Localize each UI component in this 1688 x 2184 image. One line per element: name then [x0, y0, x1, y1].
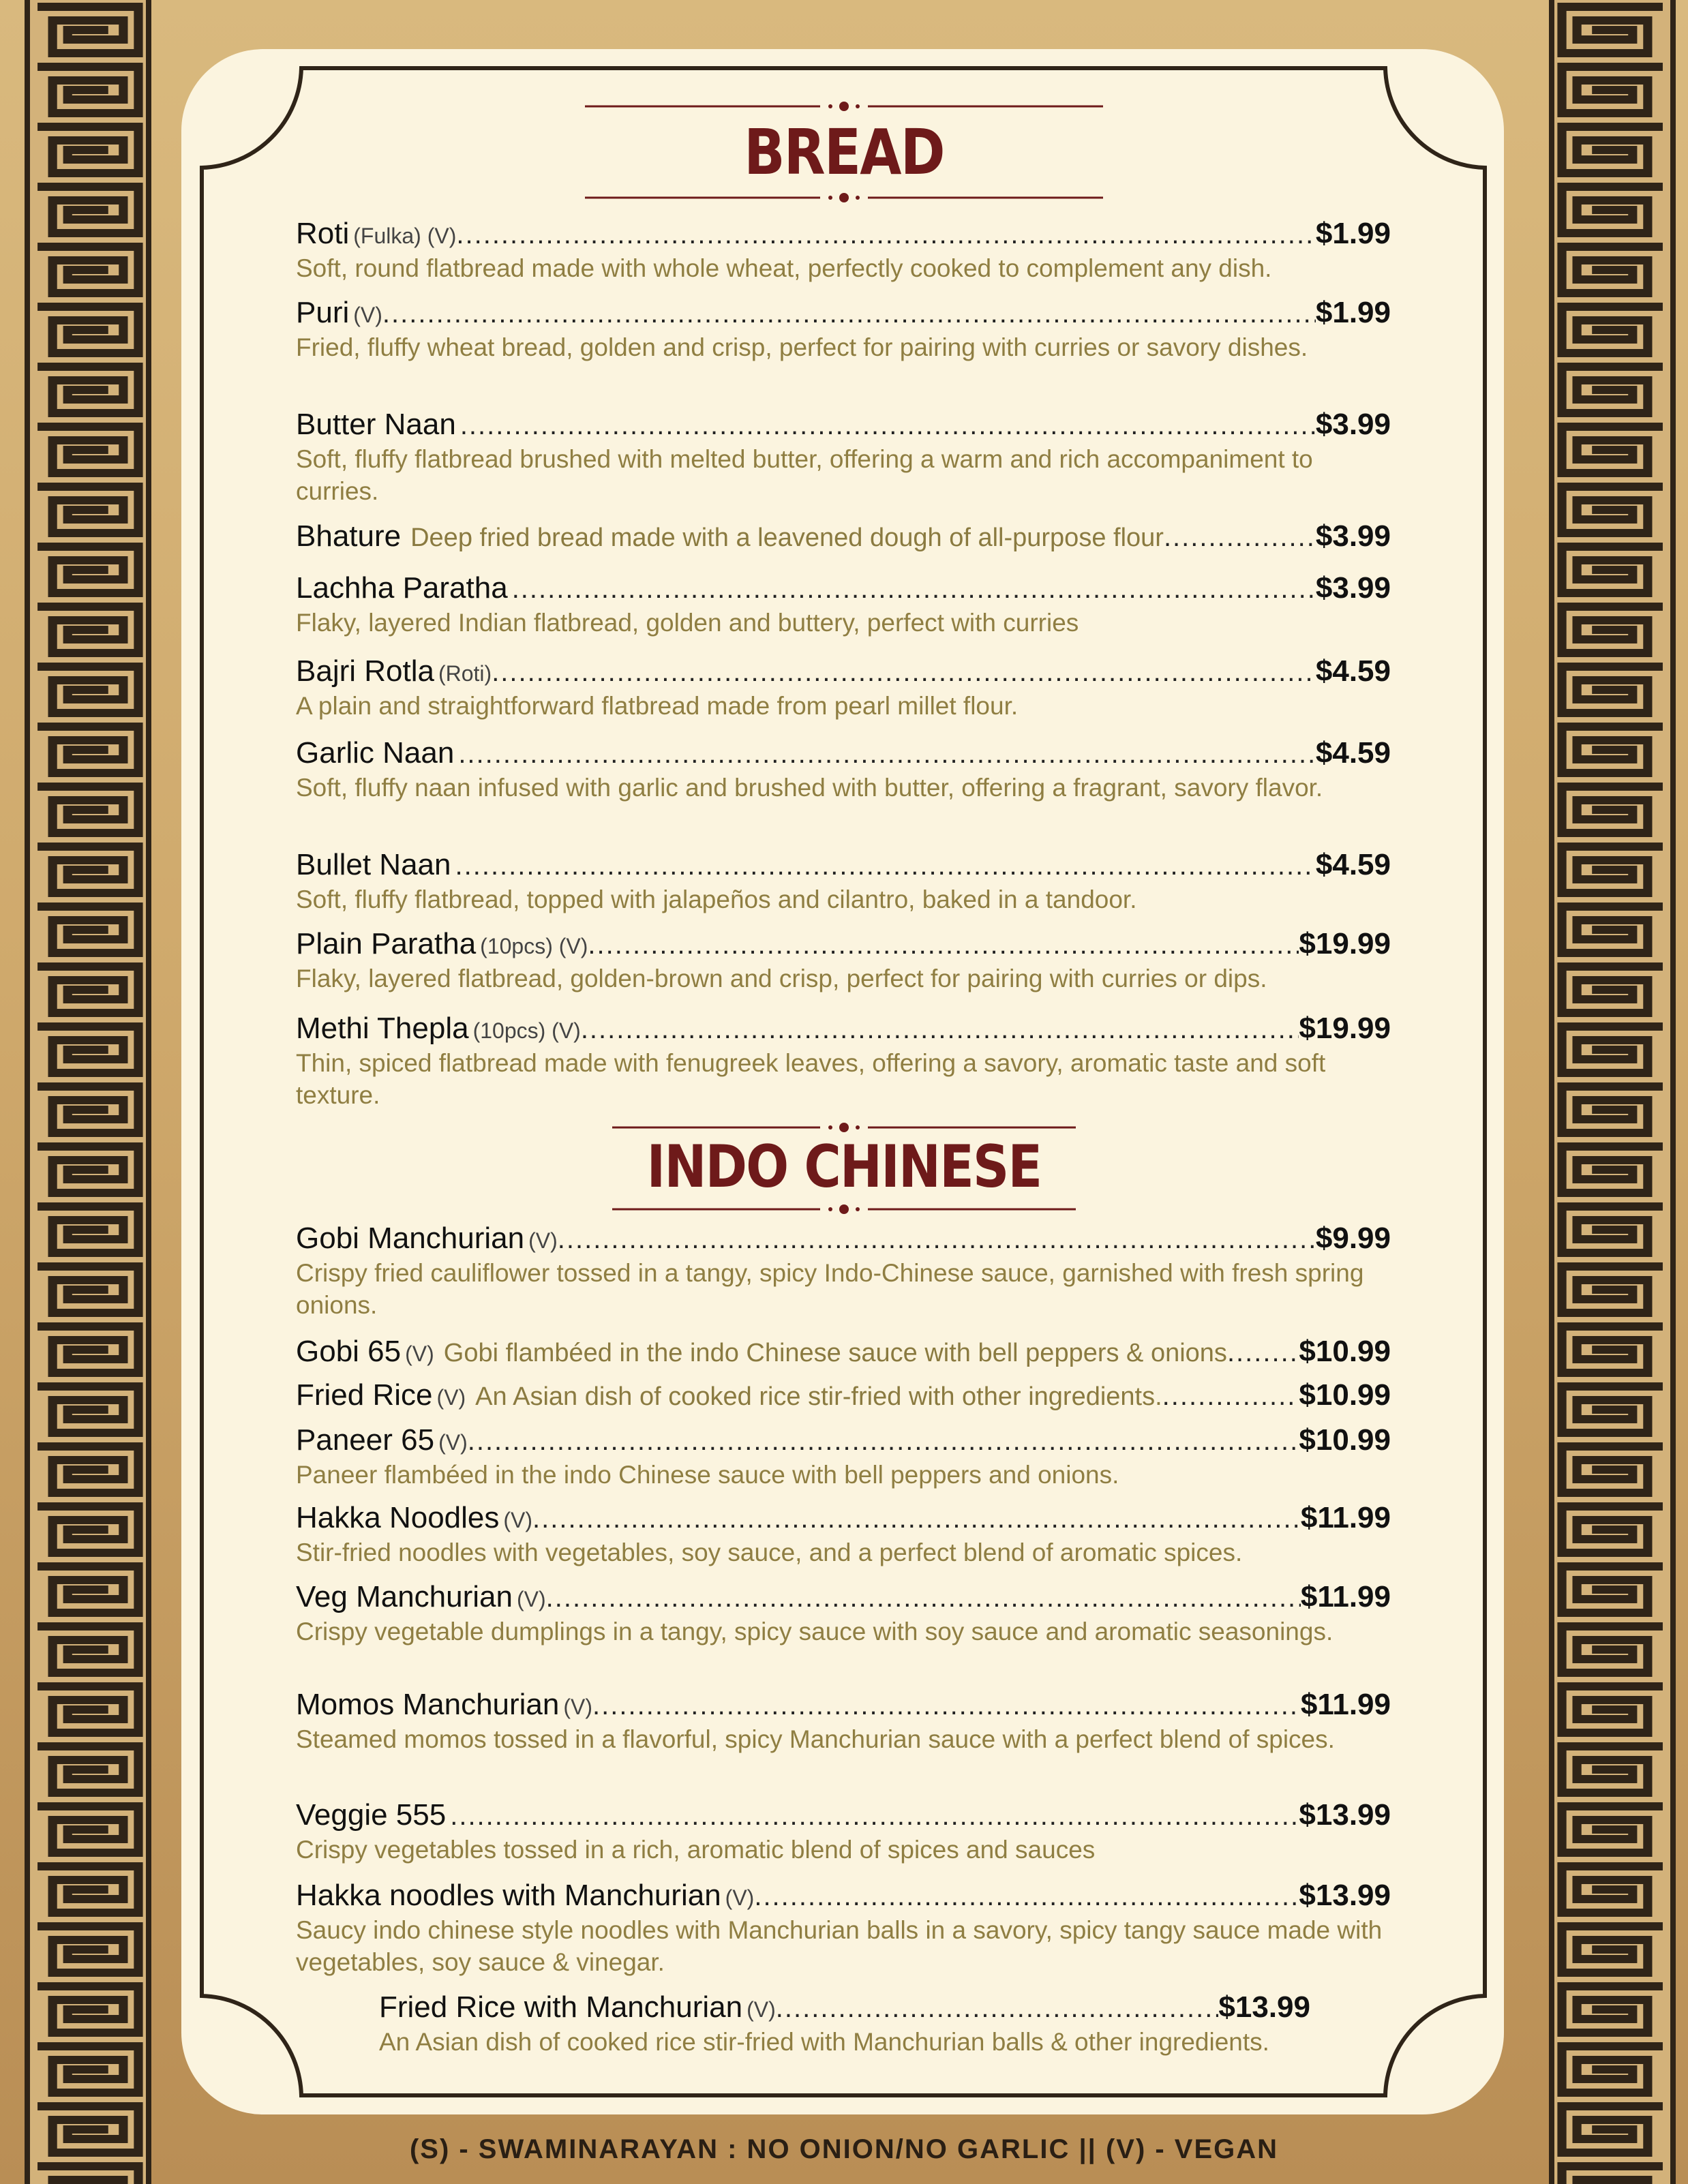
item-price: $19.99	[1299, 1012, 1391, 1045]
item-price: $1.99	[1315, 296, 1391, 329]
item-price: $4.59	[1315, 848, 1391, 881]
menu-item	[296, 1798, 1391, 1866]
menu-item	[296, 1222, 1391, 1321]
item-price: $13.99	[1218, 1990, 1310, 2024]
item-name: Bhature	[296, 519, 402, 553]
item-name: Momos Manchurian	[296, 1688, 560, 1721]
item-name: Bullet Naan	[296, 848, 451, 881]
item-tag: (V)	[725, 1885, 755, 1910]
item-description: Crispy vegetables tossed in a rich, aromatic blend of spices and sauces	[296, 1836, 1096, 1864]
leader-dots	[382, 299, 1316, 329]
divider-ornament	[612, 1202, 1076, 1216]
item-name: Fried Rice with Manchurian	[379, 1990, 743, 2024]
greek-key-border-left	[25, 0, 151, 2184]
item-price: $9.99	[1315, 1222, 1391, 1255]
menu-item	[296, 736, 1391, 804]
item-price: $3.99	[1315, 571, 1391, 605]
leader-dots	[581, 1014, 1299, 1045]
item-description: Saucy indo chinese style noodles with Manchurian balls in a savory, spicy tangy sauce made with vegetables, soy sauce & vinegar.	[296, 1916, 1383, 1976]
item-name: Lachha Paratha	[296, 571, 508, 605]
item-description: Steamed momos tossed in a flavorful, spicy Manchurian sauce with a perfect blend of spices.	[296, 1725, 1335, 1753]
item-price: $1.99	[1315, 217, 1391, 250]
item-tag: (V)	[747, 1997, 776, 2022]
item-description: A plain and straightforward flatbread made from pearl millet flour.	[296, 692, 1019, 720]
item-description: Soft, round flatbread made with whole wheat, perfectly cooked to complement any dish.	[296, 254, 1272, 282]
menu-item	[296, 1423, 1391, 1491]
item-price: $4.59	[1315, 736, 1391, 770]
greek-key-border-right	[1549, 0, 1676, 2184]
leader-dots	[450, 1801, 1299, 1832]
menu-item	[296, 1580, 1391, 1648]
item-description: Soft, fluffy flatbread brushed with melted butter, offering a warm and rich accompaniment to curries.	[296, 445, 1313, 505]
item-price: $11.99	[1300, 1501, 1391, 1534]
menu-item	[296, 1688, 1391, 1755]
divider-ornament	[612, 1121, 1076, 1134]
item-tag: (V)	[563, 1695, 593, 1719]
section-title-indo-chinese: INDO CHINESE	[646, 1133, 1042, 1201]
item-name: Puri	[296, 296, 350, 329]
leader-dots	[458, 739, 1316, 770]
item-tag: (V)	[503, 1508, 533, 1532]
item-name: Bajri Rotla	[296, 654, 434, 688]
leader-dots	[776, 1993, 1219, 2024]
menu-item	[296, 217, 1391, 284]
item-price: $10.99	[1299, 1335, 1391, 1368]
leader-dots	[512, 574, 1316, 605]
menu-item	[296, 408, 1391, 507]
item-tag: (Fulka) (V)	[353, 224, 457, 248]
leader-dots	[558, 1224, 1316, 1255]
item-description: An Asian dish of cooked rice stir-fried with Manchurian balls & other ingredients.	[379, 2028, 1269, 2056]
leader-dots	[592, 1690, 1301, 1721]
leader-dots	[754, 1881, 1299, 1912]
item-name: Gobi 65	[296, 1335, 402, 1368]
menu-item	[296, 1879, 1391, 1978]
item-description: An Asian dish of cooked rice stir-fried with other ingredients.	[475, 1382, 1162, 1411]
leader-dots	[546, 1583, 1301, 1613]
leader-dots	[1227, 1337, 1299, 1368]
item-tag: (10pcs) (V)	[480, 934, 588, 958]
item-price: $13.99	[1299, 1879, 1391, 1912]
item-tag: (V)	[353, 303, 382, 327]
leader-dots	[468, 1426, 1299, 1457]
item-description: Crispy fried cauliflower tossed in a tangy, spicy Indo-Chinese sauce, garnished with fresh spring onions.	[296, 1259, 1364, 1319]
item-price: $10.99	[1299, 1423, 1391, 1457]
item-name: Methi Thepla	[296, 1012, 469, 1045]
item-price: $3.99	[1315, 519, 1391, 553]
item-name: Veg Manchurian	[296, 1580, 513, 1613]
item-name: Fried Rice	[296, 1378, 433, 1412]
item-tag: (V)	[405, 1341, 434, 1366]
leader-dots	[460, 410, 1316, 441]
item-description: Deep fried bread made with a leavened dough of all-purpose flour	[410, 524, 1164, 552]
item-tag: (V)	[436, 1385, 466, 1410]
leader-dots	[455, 851, 1315, 881]
item-description: Flaky, layered Indian flatbread, golden and buttery, perfect with curries	[296, 609, 1079, 637]
item-description: Soft, fluffy flatbread, topped with jalapeños and cilantro, baked in a tandoor.	[296, 885, 1137, 913]
menu-item	[296, 571, 1391, 639]
item-price: $13.99	[1299, 1798, 1391, 1832]
menu-item	[296, 848, 1391, 915]
item-price: $4.59	[1315, 654, 1391, 688]
leader-dots	[532, 1504, 1301, 1534]
section-title-bread: BREAD	[744, 116, 944, 189]
menu-item	[296, 654, 1391, 722]
item-name: Paneer 65	[296, 1423, 435, 1457]
menu-item	[296, 1378, 1391, 1412]
item-name: Veggie 555	[296, 1798, 447, 1832]
item-name: Butter Naan	[296, 408, 456, 441]
item-description: Paneer flambéed in the indo Chinese sauce with bell peppers and onions.	[296, 1461, 1119, 1489]
leader-dots	[492, 657, 1316, 688]
item-tag: (V)	[528, 1228, 558, 1253]
item-price: $10.99	[1299, 1378, 1391, 1412]
leader-dots	[456, 219, 1316, 250]
item-name: Hakka Noodles	[296, 1501, 500, 1534]
leader-dots	[1164, 522, 1316, 553]
menu-item	[296, 296, 1391, 363]
item-price: $11.99	[1300, 1688, 1391, 1721]
menu-item	[296, 519, 1391, 553]
item-tag: (Roti)	[438, 661, 492, 686]
item-name: Gobi Manchurian	[296, 1222, 525, 1255]
item-name: Garlic Naan	[296, 736, 455, 770]
item-description: Crispy vegetable dumplings in a tangy, spicy sauce with soy sauce and aromatic seasonings.	[296, 1618, 1333, 1645]
divider-ornament	[585, 100, 1103, 113]
item-price: $19.99	[1299, 927, 1391, 960]
divider-ornament	[585, 191, 1103, 204]
menu-item	[296, 927, 1391, 995]
leader-dots	[1162, 1381, 1299, 1412]
item-name: Hakka noodles with Manchurian	[296, 1879, 721, 1912]
menu-item	[296, 1501, 1391, 1568]
item-description: Stir-fried noodles with vegetables, soy sauce, and a perfect blend of aromatic spices.	[296, 1538, 1243, 1566]
footer-legend: (S) - SWAMINARAYAN : NO ONION/NO GARLIC || (V) - VEGAN	[409, 2134, 1279, 2164]
item-tag: (10pcs) (V)	[472, 1018, 581, 1043]
item-name: Plain Paratha	[296, 927, 477, 960]
item-description: Gobi flambéed in the indo Chinese sauce with bell peppers & onions	[443, 1339, 1227, 1367]
leader-dots	[588, 930, 1299, 960]
item-price: $3.99	[1315, 408, 1391, 441]
item-tag: (V)	[438, 1430, 468, 1455]
item-price: $11.99	[1300, 1580, 1391, 1613]
item-description: Fried, fluffy wheat bread, golden and crisp, perfect for pairing with curries or savory dishes.	[296, 333, 1308, 361]
item-tag: (V)	[517, 1587, 546, 1611]
menu-item	[379, 1990, 1310, 2058]
menu-item	[296, 1335, 1391, 1369]
menu-item	[296, 1012, 1391, 1111]
item-description: Thin, spiced flatbread made with fenugreek leaves, offering a savory, aromatic taste and soft texture.	[296, 1049, 1326, 1109]
item-description: Flaky, layered flatbread, golden-brown and crisp, perfect for pairing with curries or dips.	[296, 965, 1267, 992]
item-name: Roti	[296, 217, 350, 250]
item-description: Soft, fluffy naan infused with garlic and brushed with butter, offering a fragrant, savory flavor.	[296, 774, 1323, 802]
